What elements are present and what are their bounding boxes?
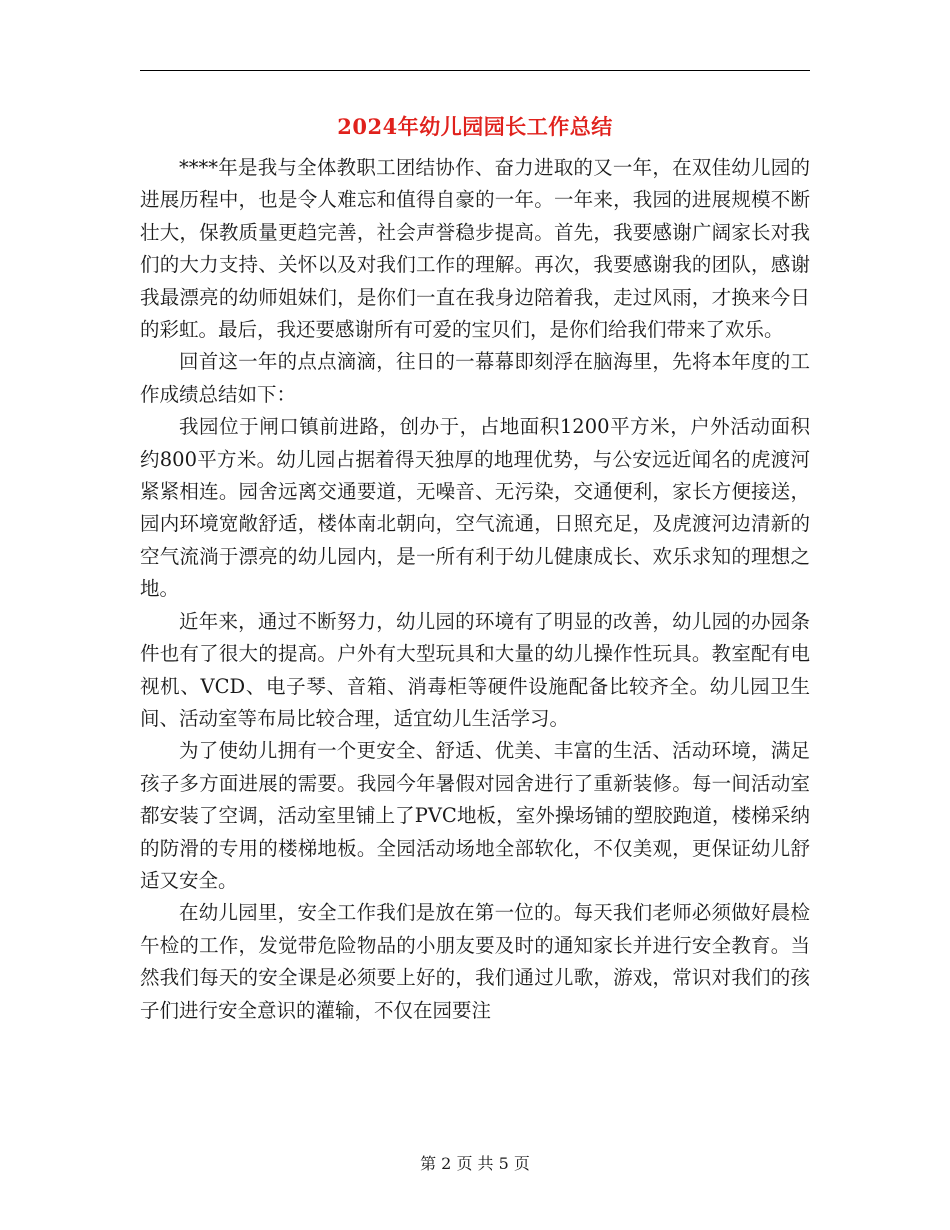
paragraph-6: 在幼儿园里，安全工作我们是放在第一位的。每天我们老师必须做好晨检午检的工作，发觉带危险物品的小朋友要及时的通知家长并进行安全教育。当然我们每天的安全课是必须要上好的，我们通过儿歌，游戏，常识对我们的孩子们进行安全意识的灌输，不仅在园要注 [140,901,810,1022]
paragraph-4: 近年来，通过不断努力，幼儿园的环境有了明显的改善，幼儿园的办园条件也有了很大的提高。户外有大型玩具和大量的幼儿操作性玩具。教室配有电视机、VCD、电子琴、音箱、消毒柜等硬件设施配备比较齐全。幼儿园卫生间、活动室等布局比较合理，适宜幼儿生活学习。 [140,609,810,730]
paragraph-5: 为了使幼儿拥有一个更安全、舒适、优美、丰富的生活、活动环境，满足孩子多方面进展的需要。我园今年暑假对园舍进行了重新装修。每一间活动室都安装了空调，活动室里铺上了PVC地板，室外操场铺的塑胶跑道，楼梯采纳的防滑的专用的楼梯地板。全园活动场地全部软化，不仅美观，更保证幼儿舒适又安全。 [140,739,810,892]
document-body [140,152,810,1027]
paragraph-1: ****年是我与全体教职工团结协作、奋力进取的又一年，在双佳幼儿园的进展历程中，也是令人难忘和值得自豪的一年。一年来，我园的进展规模不断壮大，保教质量更趋完善，社会声誉稳步提高。首先，我要感谢广阔家长对我们的大力支持、关怀以及对我们工作的理解。再次，我要感谢我的团队，感谢我最漂亮的幼师姐妹们，是你们一直在我身边陪着我，走过风雨，才换来今日的彩虹。最后，我还要感谢所有可爱的宝贝们，是你们给我们带来了欢乐。 [140,156,810,342]
paragraph-2: 回首这一年的点点滴滴，往日的一幕幕即刻浮在脑海里，先将本年度的工作成绩总结如下： [140,350,810,406]
paragraph-3: 我园位于闸口镇前进路，创办于，占地面积1200平方米，户外活动面积约800平方米。幼儿园占据着得天独厚的地理优势，与公安远近闻名的虎渡河紧紧相连。园舍远离交通要道，无噪音、无污染，交通便利，家长方便接送，园内环境宽敞舒适，楼体南北朝向，空气流通，日照充足，及虎渡河边清新的空气流淌于漂亮的幼儿园内，是一所有利于幼儿健康成长、欢乐求知的理想之地。 [140,415,810,601]
document-title: 2024年幼儿园园长工作总结 [337,114,613,139]
page-number-footer: 第 2 页 共 5 页 [420,1154,530,1173]
header-rule [140,70,810,71]
